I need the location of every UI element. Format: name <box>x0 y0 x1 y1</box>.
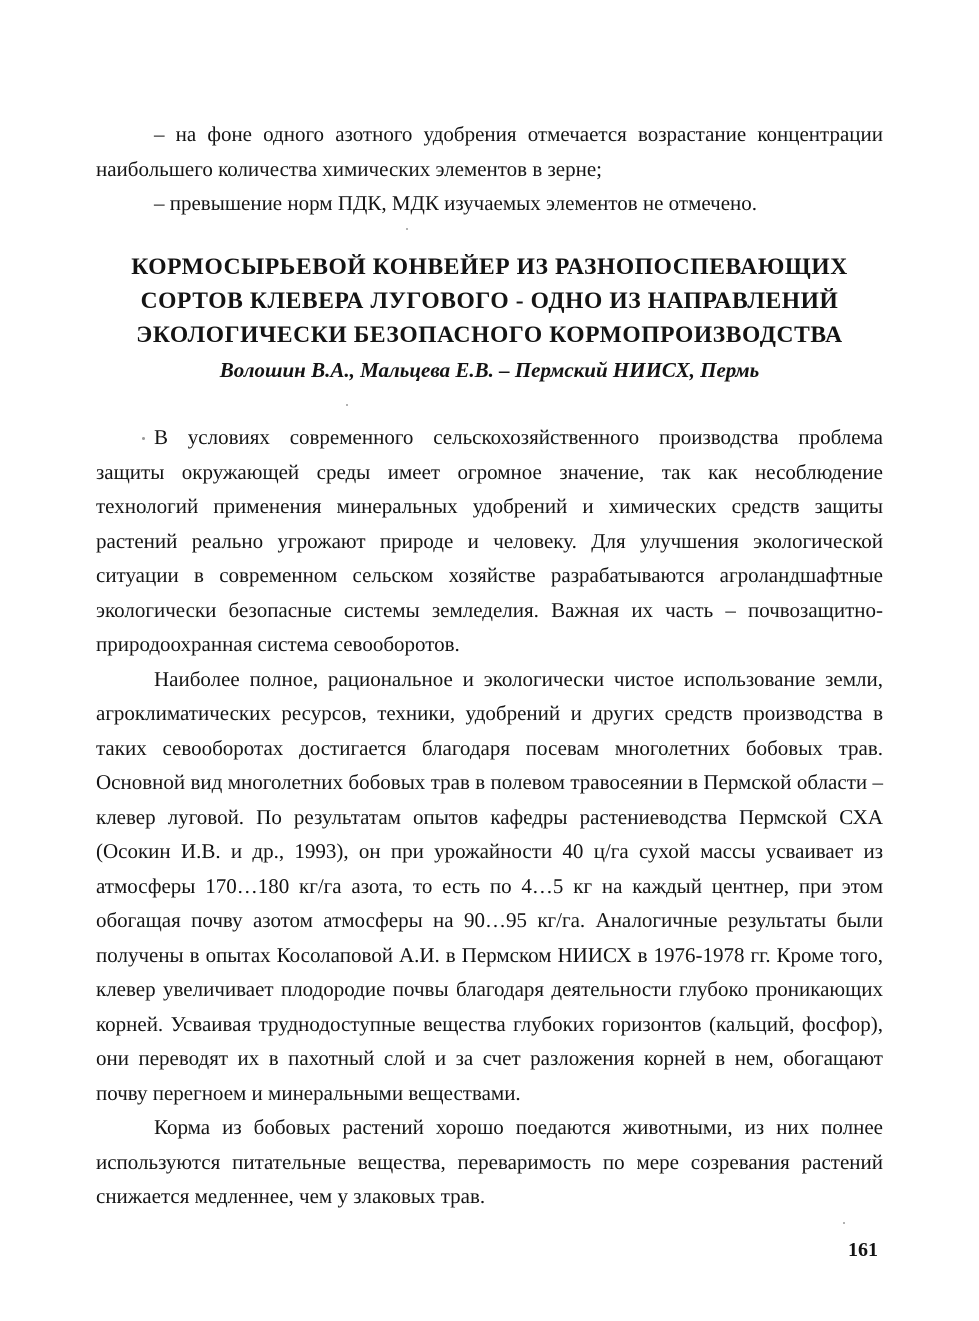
title-line: СОРТОВ КЛЕВЕРА ЛУГОВОГО - ОДНО ИЗ НАПРАВЛЕНИЙ <box>140 288 839 314</box>
article-body <box>96 420 883 1214</box>
scan-speck <box>142 437 145 440</box>
intro-item: – превышение норм ПДК, МДК изучаемых элементов не отмечено. <box>154 191 758 215</box>
intro-list <box>96 117 883 221</box>
body-paragraph: В условиях современного сельскохозяйственного производства проблема защиты окружающей среды имеет огромное значение, так как несоблюдение технологий применения минеральных удобрений и химических средств защиты растений реально угрожают природе и человеку. Для улучшения экологической ситуации в современном сельском хозяйстве разрабатываются агроландшафтные экологически безопасные системы земледелия. Важная их часть – почвозащитно-природоохранная система севооборотов. <box>96 425 883 656</box>
article-heading <box>96 250 883 387</box>
authors-line: Волошин В.А., Мальцева Е.В. – Пермский НИИСХ, Пермь <box>219 358 760 382</box>
page-number: 161 <box>848 1239 878 1261</box>
body-paragraph: Корма из бобовых растений хорошо поедаются животными, из них полнее используются питательные вещества, переваримость по мере созревания растений снижается медленнее, чем у злаковых трав. <box>96 1115 883 1208</box>
scan-speck <box>346 404 348 406</box>
title-line: КОРМОСЫРЬЕВОЙ КОНВЕЙЕР ИЗ РАЗНОПОСПЕВАЮЩИХ <box>131 254 848 280</box>
body-paragraph: Наиболее полное, рациональное и экологически чистое использование земли, агроклиматических ресурсов, техники, удобрений и других средств производства в таких севооборотах достигается благодаря посевам многолетних бобовых трав. Основной вид многолетних бобовых трав в полевом травосеянии в Пермской области – клевер луговой. По результатам опытов кафедры растениеводства Пермской СХА (Осокин И.В. и др., 1993), он при урожайности 40 ц/га сухой массы усваивает из атмосферы 170…180 кг/га азота, то есть по 4…5 кг на каждый центнер, при этом обогащая почву азотом атмосферы на 90…95 кг/га. Аналогичные результаты были получены в опытах Косолаповой А.И. в Пермском НИИСХ в 1976-1978 гг. Кроме того, клевер увеличивает плодородие почвы благодаря деятельности глубоко проникающих корней. Усваивая труднодоступные вещества глубоких горизонтов (кальций, фосфор), они переводят их в пахотный слой и за счет разложения корней в нем, обогащают почву перегноем и минеральными веществами. <box>96 666 883 1105</box>
scan-speck <box>406 228 408 230</box>
intro-item: – на фоне одного азотного удобрения отмечается возрастание концентрации наибольшего количества химических элементов в зерне; <box>96 122 883 181</box>
scan-speck <box>843 1222 845 1224</box>
title-line: ЭКОЛОГИЧЕСКИ БЕЗОПАСНОГО КОРМОПРОИЗВОДСТВА <box>136 322 843 348</box>
